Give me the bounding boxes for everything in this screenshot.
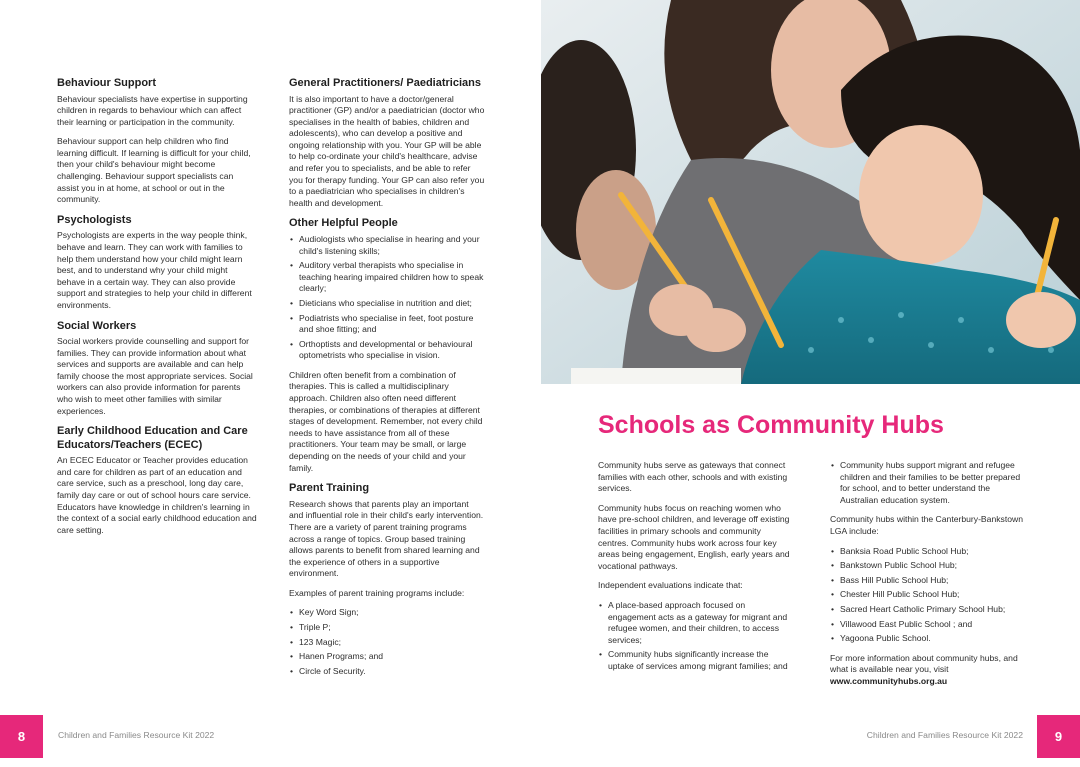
heading-behaviour-support: Behaviour Support bbox=[57, 77, 157, 89]
heading-other-helpful-people: Other Helpful People bbox=[289, 217, 398, 230]
paragraph: Children often benefit from a combination of therapies. This is called a multidisciplinary approach. Children also often need different therapies, or combinations of therapies at different stages of development. Remember, not every child needs to have assistance from all of these practitioners. Your team may be small, or large depending on the needs of your child and your family. bbox=[289, 369, 483, 473]
paragraph: Community hubs serve as gateways that connect families with each other, schools and with existing services. bbox=[598, 460, 788, 494]
paragraph: Community hubs focus on reaching women who have pre-school children, and leverage off existing facilities in primary schools and community centres. Community hubs work across four key areas being engagement, English, early years and vocational pathways. bbox=[598, 502, 790, 571]
paragraph: Behaviour specialists have expertise in supporting children in regards to behaviour which can affect their learning or participation in the community. bbox=[57, 93, 248, 127]
evaluation-list-continued bbox=[830, 460, 1030, 506]
list-item: • A place-based approach focused on engagement acts as a gateway for migrant and refugee women, and their children, to access services; bbox=[598, 600, 793, 646]
list-item: • Orthoptists and developmental or behavioural optometrists who specialise in vision. bbox=[289, 339, 485, 362]
parent-programs-list bbox=[289, 607, 485, 677]
list-item: • Dieticians who specialise in nutrition and diet; bbox=[289, 298, 485, 310]
heading-social-workers: Social Workers bbox=[57, 319, 137, 332]
list-item: • Villawood East Public School ; and bbox=[830, 619, 1030, 631]
paragraph: Research shows that parents play an important and influential role in their child's early intervention. There are a variety of parent training programs across a range of topics. Group based training allows parents to benefit from shared learning and the experience of others in a supportive environment. bbox=[289, 498, 484, 579]
list-item: • Auditory verbal therapists who specialise in teaching hearing impaired children how to speak clearly; bbox=[289, 260, 485, 295]
community-hubs-link[interactable]: www.communityhubs.org.au bbox=[830, 675, 948, 686]
left-column-b bbox=[289, 77, 485, 685]
list-item: • Podiatrists who specialise in feet, foot posture and shoe fitting; and bbox=[289, 313, 485, 336]
classroom-photo-illustration bbox=[541, 0, 1080, 384]
heading-ecec: Early Childhood Education and Care Educators/Teachers (ECEC) bbox=[57, 425, 248, 451]
list-item: • Hanen Programs; and bbox=[289, 651, 485, 663]
section-parent-training bbox=[289, 482, 485, 677]
list-item: • Triple P; bbox=[289, 622, 485, 634]
paragraph bbox=[830, 653, 1030, 688]
section-psychologists bbox=[57, 214, 257, 312]
paragraph: Social workers provide counselling and support for families. They can provide information about what services and supports are available and can help family choose the most appropriate services. Social workers can also provide information for parents who wish to meet other families with similar experiences. bbox=[57, 336, 253, 416]
section-other-helpful-people bbox=[289, 217, 485, 474]
paragraph: Examples of parent training programs include: bbox=[289, 587, 465, 598]
section-behaviour-support bbox=[57, 77, 257, 206]
list-item: • Bass Hill Public School Hub; bbox=[830, 575, 1030, 587]
paragraph: An ECEC Educator or Teacher provides education and care for children as part of an education and care service, such as a preschool, long day care, family day care or out of school hours care service. Educators have knowledge in children's learning in the context of a social early childhood education and care setting. bbox=[57, 455, 257, 535]
list-item: • 123 Magic; bbox=[289, 637, 485, 649]
footer-text-right: Children and Families Resource Kit 2022 bbox=[866, 730, 1023, 740]
list-item: • Community hubs support migrant and refugee children and their families to be better prepared for school, and to better understand the Australian education system. bbox=[830, 460, 1030, 506]
helpful-people-list bbox=[289, 234, 485, 362]
paragraph: Community hubs within the Canterbury-Bankstown LGA include: bbox=[830, 514, 1023, 536]
list-item: • Key Word Sign; bbox=[289, 607, 485, 619]
paragraph: Independent evaluations indicate that: bbox=[598, 580, 743, 591]
section-gp bbox=[289, 77, 485, 209]
section-ecec bbox=[57, 425, 257, 536]
list-item: • Banksia Road Public School Hub; bbox=[830, 546, 1030, 558]
page-title: Schools as Community Hubs bbox=[598, 411, 944, 439]
hubs-list bbox=[830, 546, 1030, 645]
evaluation-list bbox=[598, 600, 793, 673]
footer-text-left: Children and Families Resource Kit 2022 bbox=[58, 730, 215, 740]
section-social-workers bbox=[57, 320, 257, 418]
list-item: • Bankstown Public School Hub; bbox=[830, 560, 1030, 572]
paragraph: Psychologists are experts in the way people think, behave and learn. They can work with families to help them understand how your child might learn best, and to understand why your child might behave in a certain way. They can also provide support and strategies to help your child in different environments. bbox=[57, 230, 252, 310]
right-column-d bbox=[830, 460, 1030, 696]
paragraph: It is also important to have a doctor/general practitioner (GP) and/or a paediatrician (doctor who specialises in the health of babies, children and adolescents), who can develop a positive and ongoing relationship with you. Your GP will be able to help co-ordinate your child's healthcare, advise and refer you to specialists, and be able to refer you for therapy funding. Your GP can also refer you to a paediatrician who specialises in children's health and development. bbox=[289, 93, 485, 208]
more-info-text: For more information about community hubs, and what is available near you, visit bbox=[830, 652, 1018, 675]
list-item: • Circle of Security. bbox=[289, 666, 485, 678]
list-item: • Sacred Heart Catholic Primary School Hub; bbox=[830, 604, 1030, 616]
list-item: • Yagoona Public School. bbox=[830, 633, 1030, 645]
list-item: • Community hubs significantly increase the uptake of services among migrant families; and bbox=[598, 649, 793, 672]
heading-gp: General Practitioners/ Paediatricians bbox=[289, 77, 481, 89]
page-number-left: 8 bbox=[0, 715, 43, 758]
paragraph: Behaviour support can help children who find learning difficult. If learning is difficult for your child, then your child's behaviour might become challenging. Behaviour support specialists can assist you in at home, at school or out in the community. bbox=[57, 136, 251, 205]
heading-parent-training: Parent Training bbox=[289, 482, 370, 495]
list-item: • Chester Hill Public School Hub; bbox=[830, 589, 1030, 601]
classroom-photo bbox=[541, 0, 1080, 384]
page-number-right: 9 bbox=[1037, 715, 1080, 758]
right-column-c bbox=[598, 460, 793, 681]
left-column-a bbox=[57, 77, 257, 544]
heading-psychologists: Psychologists bbox=[57, 213, 132, 226]
list-item: • Audiologists who specialise in hearing and your child's listening skills; bbox=[289, 234, 485, 257]
